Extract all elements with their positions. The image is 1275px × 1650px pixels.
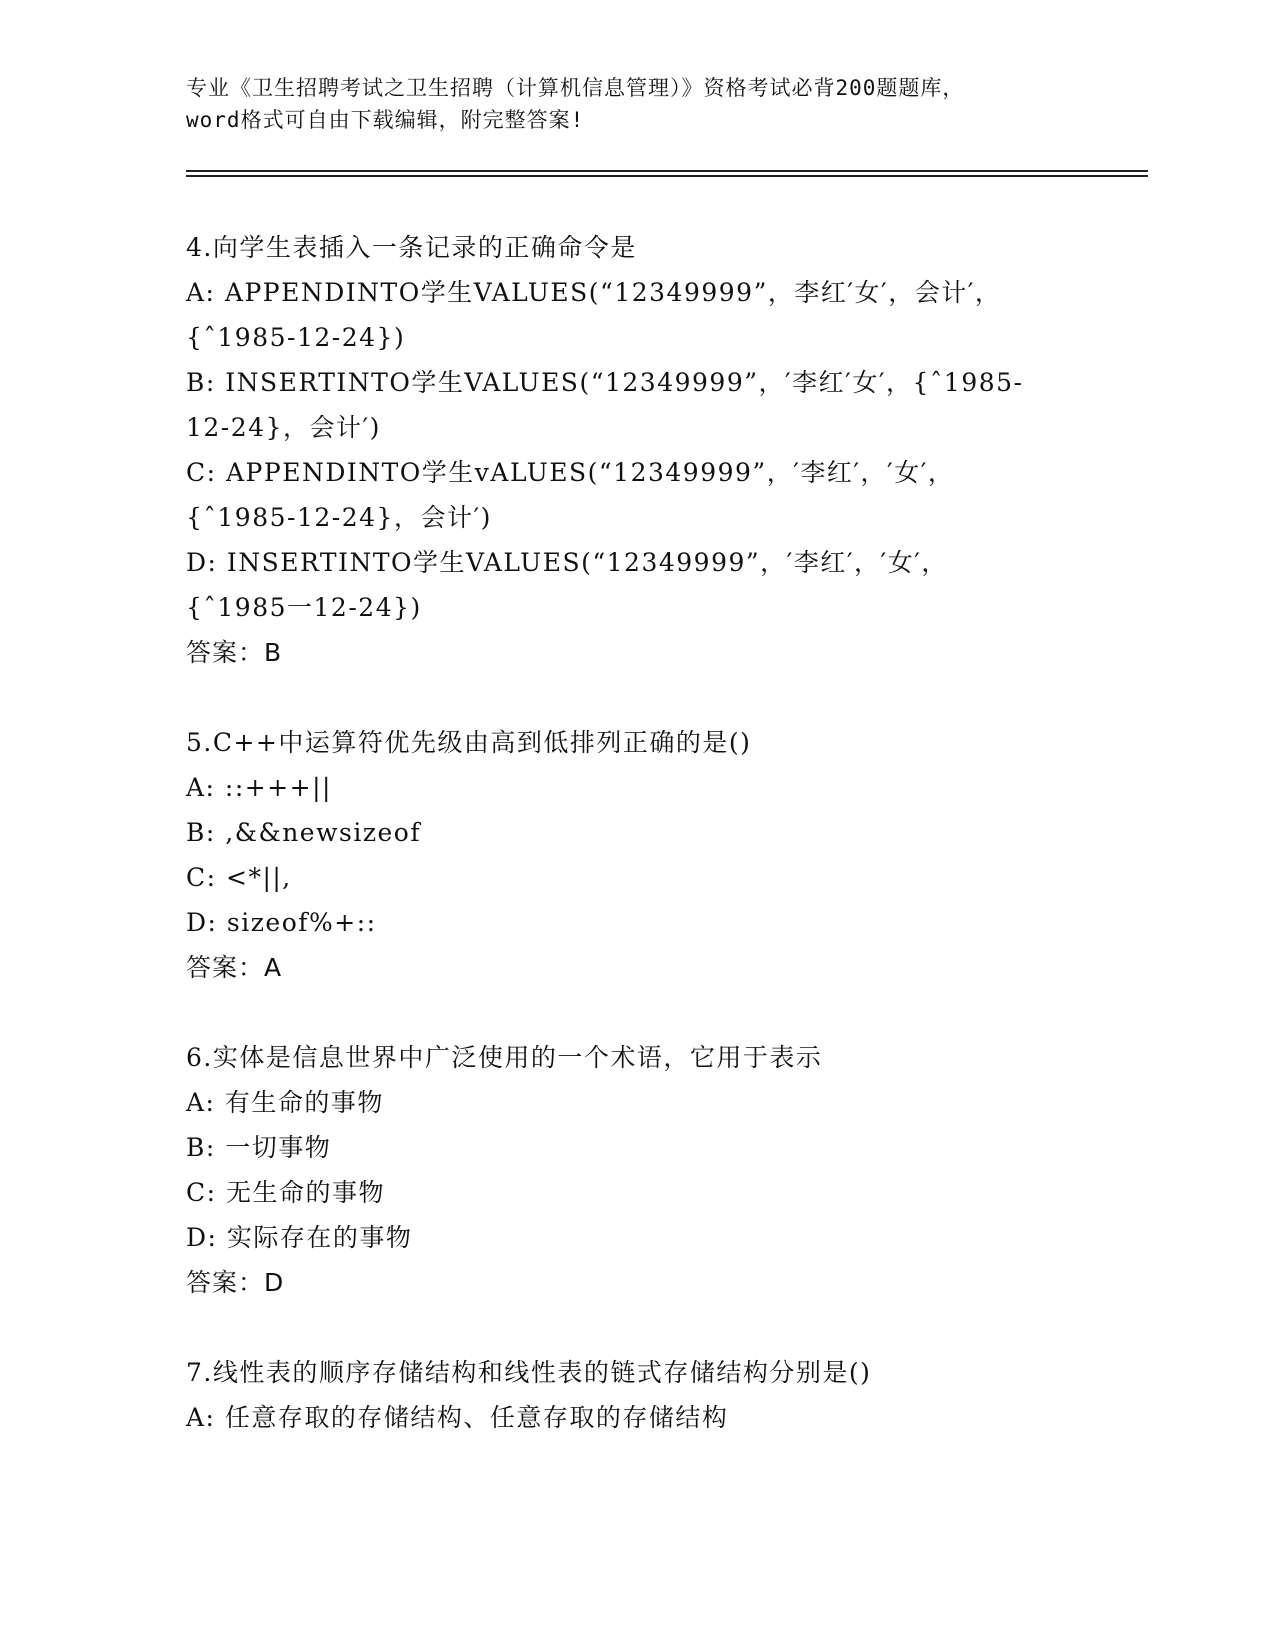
question-6-option-c: C: 无生命的事物 [186, 1178, 385, 1207]
question-4-option-c: C: APPENDINTO学生vALUES(“12349999”，′李红′，′女′， [186, 458, 955, 487]
question-4-option-d-cont: {ˆ1985一12-24}) [186, 593, 422, 622]
question-5-option-b: B: ,&&newsizeof [186, 818, 422, 847]
header-line-1: 专业《卫生招聘考试之卫生招聘（计算机信息管理）》资格考试必背200题题库， [186, 76, 965, 100]
question-6-option-b: B: 一切事物 [186, 1133, 332, 1162]
question-4-option-b-cont: 12-24}，会计′) [186, 413, 381, 442]
question-6-stem: 6.实体是信息世界中广泛使用的一个术语，它用于表示 [186, 1043, 823, 1072]
question-6-answer: 答案：D [186, 1268, 285, 1297]
question-6-option-a: A: 有生命的事物 [186, 1088, 384, 1117]
question-4-option-b: B: INSERTINTO学生VALUES(“12349999”，′李红′女′，{ˆ1985- [186, 368, 1024, 397]
question-5-option-d: D: sizeof%+:: [186, 908, 377, 937]
question-4-option-a: A: APPENDINTO学生VALUES(“12349999”，李红′女′，会计′， [186, 278, 1002, 307]
document-header [186, 72, 1086, 136]
question-4-option-d: D: INSERTINTO学生VALUES(“12349999”，′李红′，′女′， [186, 548, 948, 577]
header-divider-top [186, 170, 1148, 172]
question-4-stem: 4.向学生表插入一条记录的正确命令是 [186, 233, 637, 262]
question-5-option-c: C: <*||, [186, 863, 292, 892]
question-4-option-c-cont: {ˆ1985-12-24}，会计′) [186, 503, 492, 532]
question-5-option-a: A: ::+++|| [186, 773, 332, 802]
question-4-answer: 答案：B [186, 638, 283, 667]
header-line-2: word格式可自由下载编辑，附完整答案! [186, 108, 585, 132]
header-divider-bottom [186, 175, 1148, 177]
question-5-answer: 答案：A [186, 953, 283, 982]
question-7-stem: 7.线性表的顺序存储结构和线性表的链式存储结构分别是() [186, 1358, 872, 1387]
question-7-option-a: A: 任意存取的存储结构、任意存取的存储结构 [186, 1403, 729, 1432]
question-5-stem: 5.C++中运算符优先级由高到低排列正确的是() [186, 728, 752, 757]
question-6-option-d: D: 实际存在的事物 [186, 1223, 413, 1252]
question-4-option-a-cont: {ˆ1985-12-24}) [186, 323, 406, 352]
